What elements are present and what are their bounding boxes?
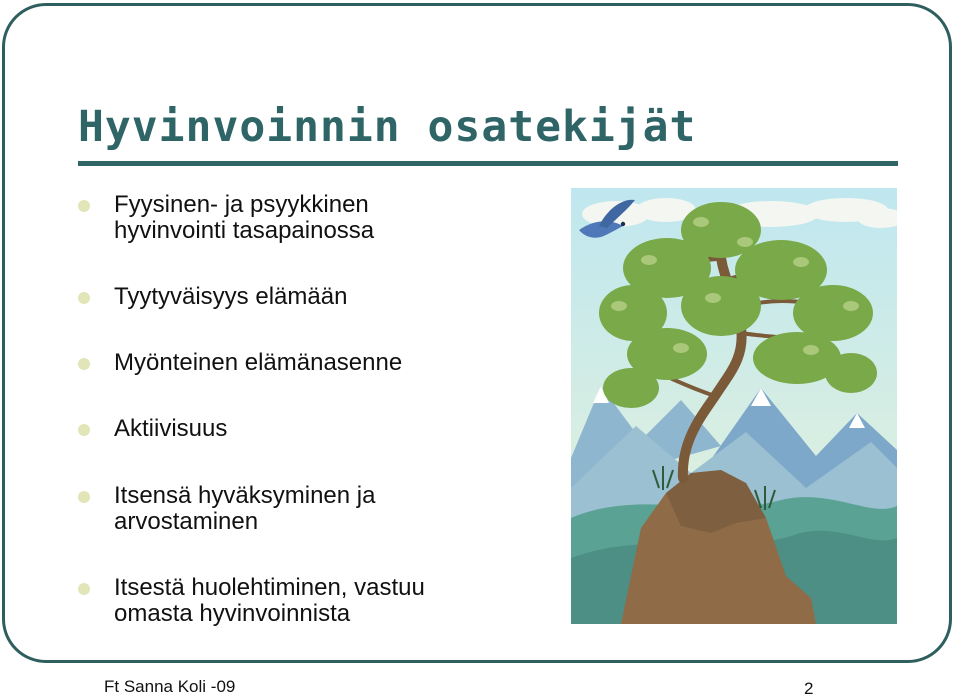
bullet-text: Tyytyväisyys elämään <box>114 283 348 310</box>
page-number: 2 <box>804 679 814 696</box>
bullet-item <box>78 416 548 442</box>
bullet-text: Itsestä huolehtiminen, vastuu omasta hyvinvoinnista <box>114 574 425 627</box>
bullet-text: Itsensä hyväksyminen ja arvostaminen <box>114 482 376 535</box>
bullet-dot-icon <box>78 424 90 436</box>
tree-on-mountain-illustration <box>571 188 897 624</box>
title-underline <box>78 161 898 166</box>
bullet-dot-icon <box>78 491 90 503</box>
bullet-dot-icon <box>78 200 90 212</box>
bullet-dot-icon <box>78 358 90 370</box>
bullet-text: Aktiivisuus <box>114 415 228 442</box>
bullet-item <box>78 350 548 376</box>
bullet-text: Myönteinen elämänasenne <box>114 349 403 376</box>
bullet-dot-icon <box>78 583 90 595</box>
bullet-dot-icon <box>78 292 90 304</box>
bullet-text: Fyysinen- ja psyykkinen hyvinvointi tasapainossa <box>114 191 375 244</box>
slide-title: Hyvinvoinnin osatekijät <box>78 102 697 152</box>
footer-author: Ft Sanna Koli -09 <box>104 677 236 696</box>
bullet-item <box>78 575 548 627</box>
bullet-item <box>78 284 548 310</box>
bullet-item <box>78 483 548 535</box>
bullet-item <box>78 192 548 244</box>
